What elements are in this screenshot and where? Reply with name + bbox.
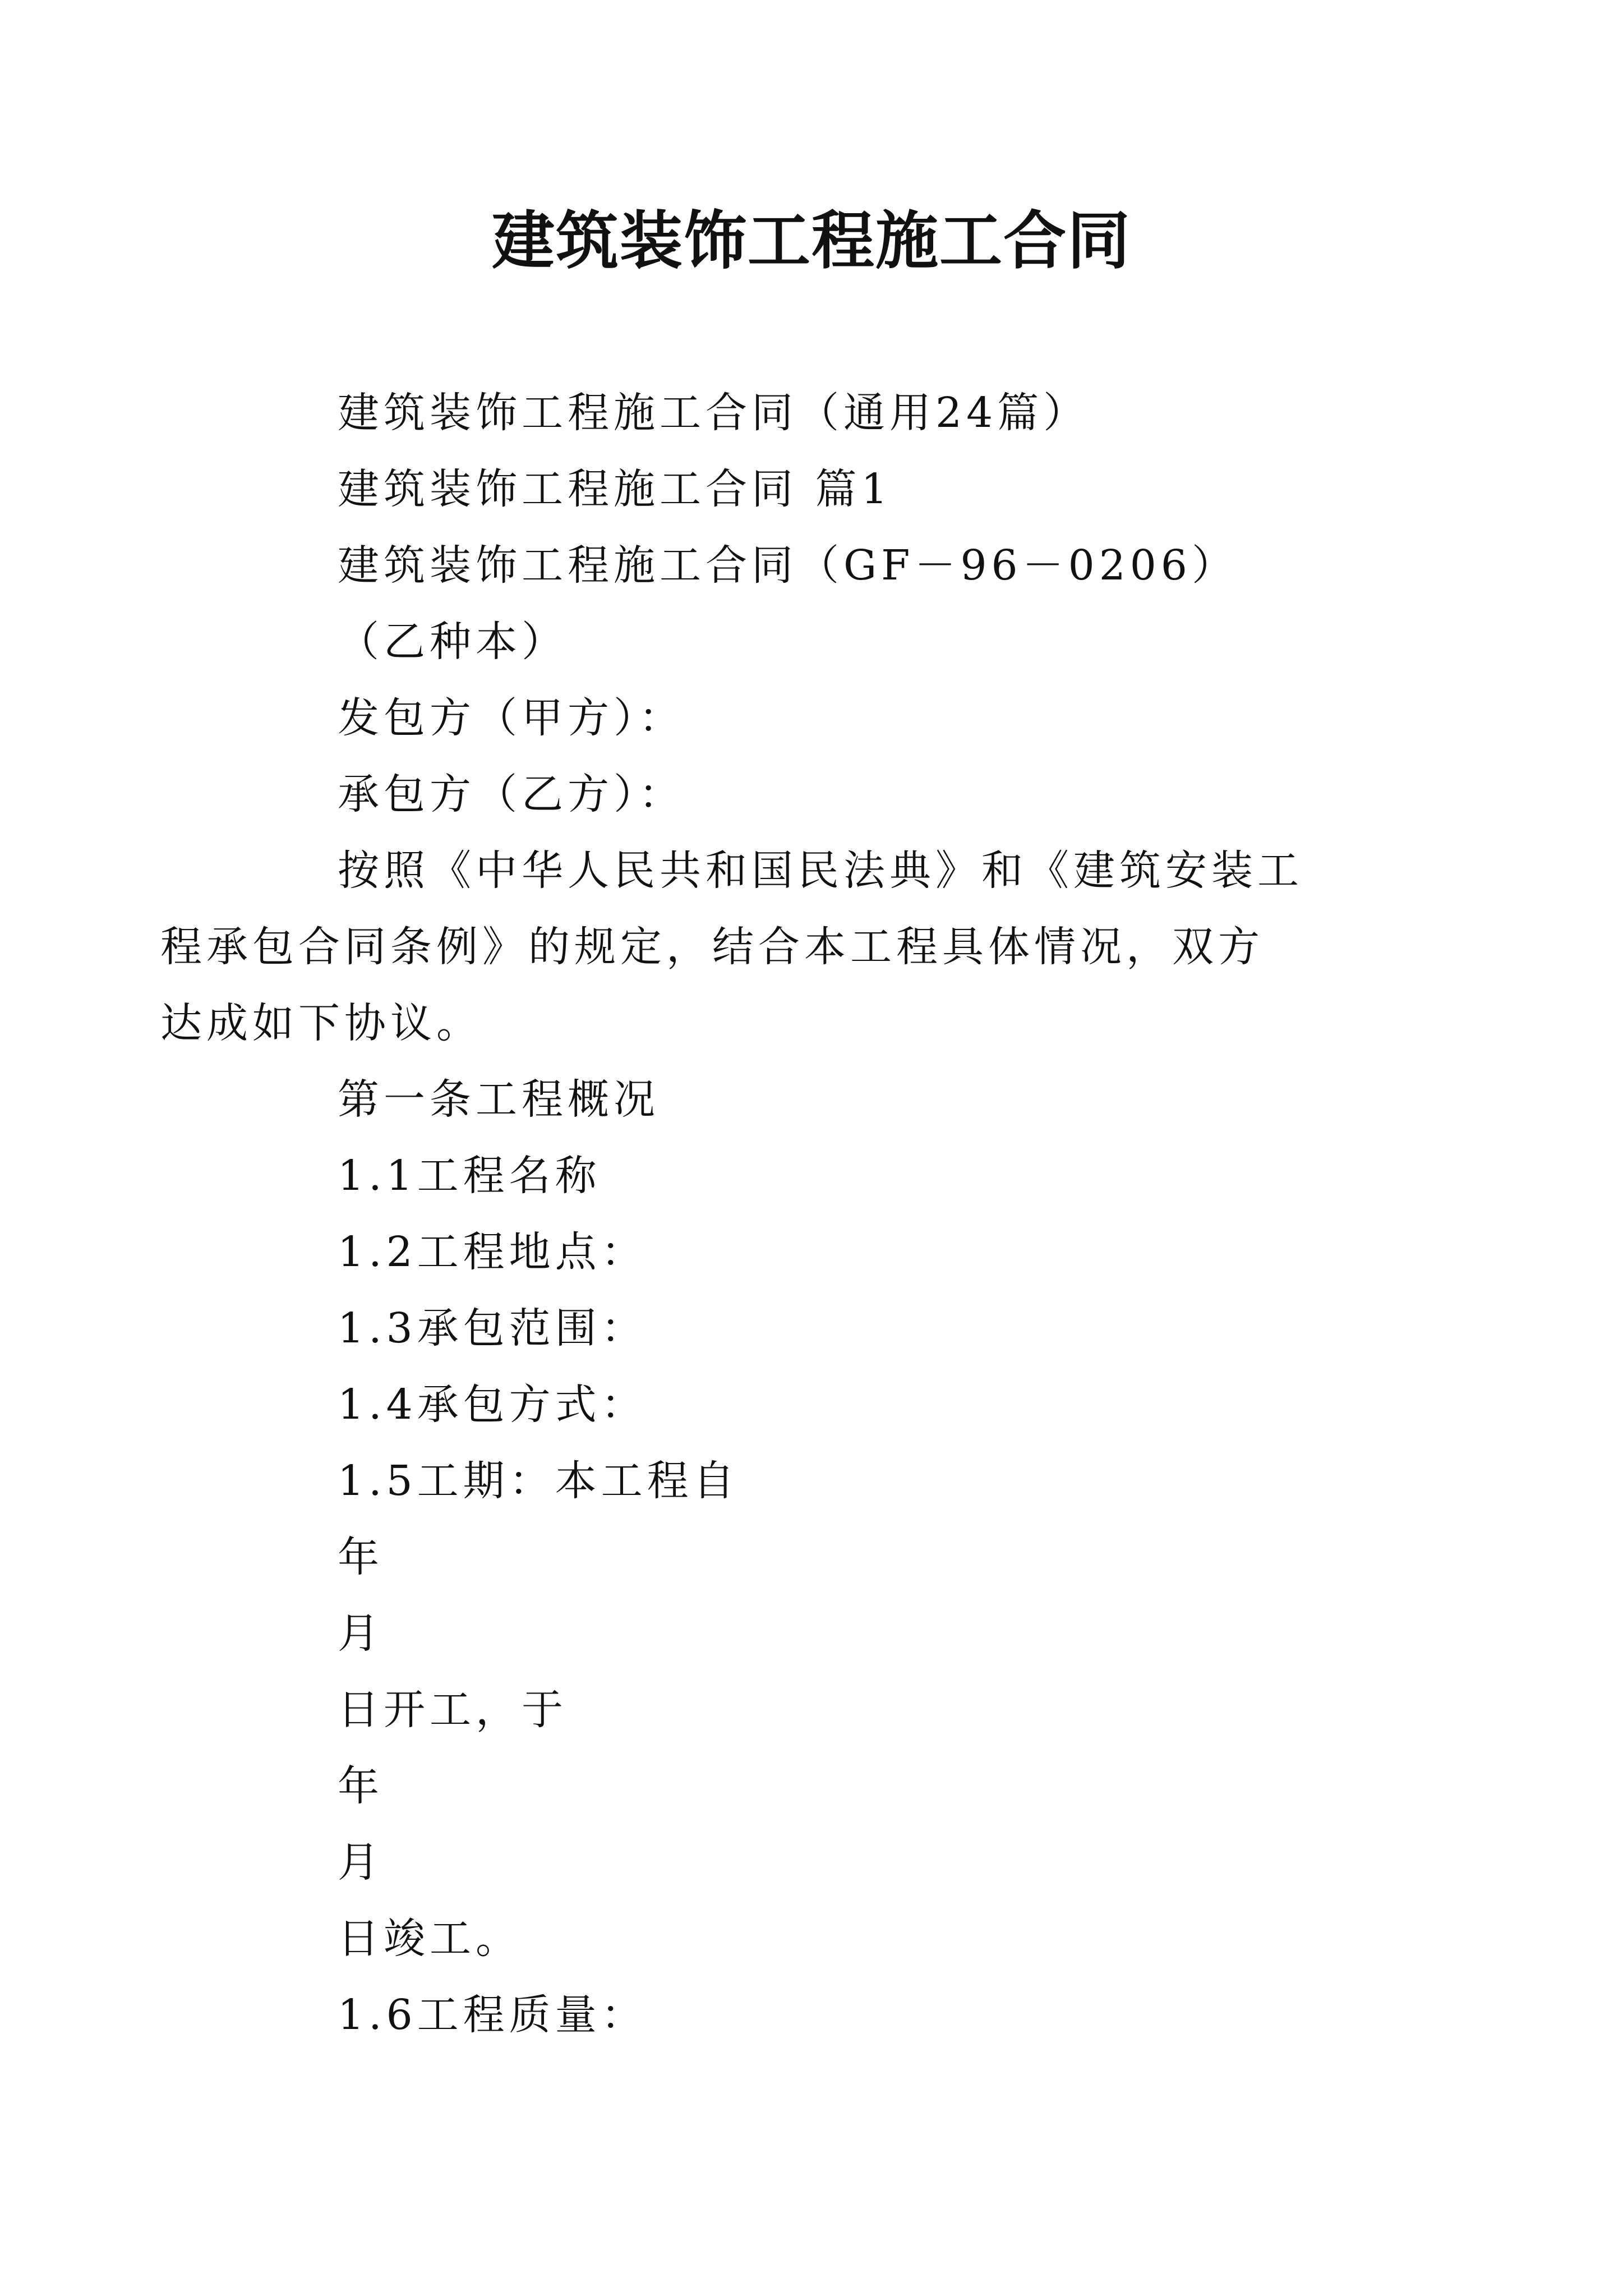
paragraph-item-1-6: 1.6工程质量：: [338, 1991, 647, 2039]
paragraph-item-1-3: 1.3承包范围：: [338, 1304, 647, 1352]
paragraph-party-b: 承包方（乙方）：: [338, 770, 685, 818]
paragraph-start-year: 年: [338, 1533, 384, 1581]
document-body: [160, 375, 1393, 2053]
paragraph-collection-title: 建筑装饰工程施工合同（通用24篇）: [338, 389, 1090, 437]
paragraph-item-1-4: 1.4承包方式：: [338, 1381, 647, 1429]
paragraph-item-1-2: 1.2工程地点：: [338, 1228, 647, 1276]
paragraph-contract-code: 建筑装饰工程施工合同（GF－96－0206）: [338, 541, 1238, 590]
paragraph-article-heading: 建筑装饰工程施工合同 篇1: [338, 465, 892, 513]
paragraph-preamble: 按照《中华人民共和国民法典》和《建筑安装工程承包合同条例》的规定，结合本工程具体情况，双方达成如下协议。: [160, 846, 1303, 1047]
paragraph-section-1: 第一条工程概况: [338, 1075, 660, 1124]
paragraph-version: （乙种本）: [338, 618, 568, 666]
paragraph-end-year: 年: [338, 1762, 384, 1810]
paragraph-end-day: 日竣工。: [338, 1915, 522, 1963]
paragraph-start-month: 月: [338, 1609, 384, 1658]
paragraph-party-a: 发包方（甲方）：: [338, 694, 685, 742]
paragraph-end-month: 月: [338, 1838, 384, 1887]
document-title: 建筑装饰工程施工合同: [492, 204, 1131, 278]
paragraph-item-1-1: 1.1工程名称: [338, 1152, 601, 1200]
paragraph-item-1-5: 1.5工期：本工程自: [338, 1457, 739, 1505]
paragraph-start-day: 日开工，于: [338, 1686, 568, 1734]
